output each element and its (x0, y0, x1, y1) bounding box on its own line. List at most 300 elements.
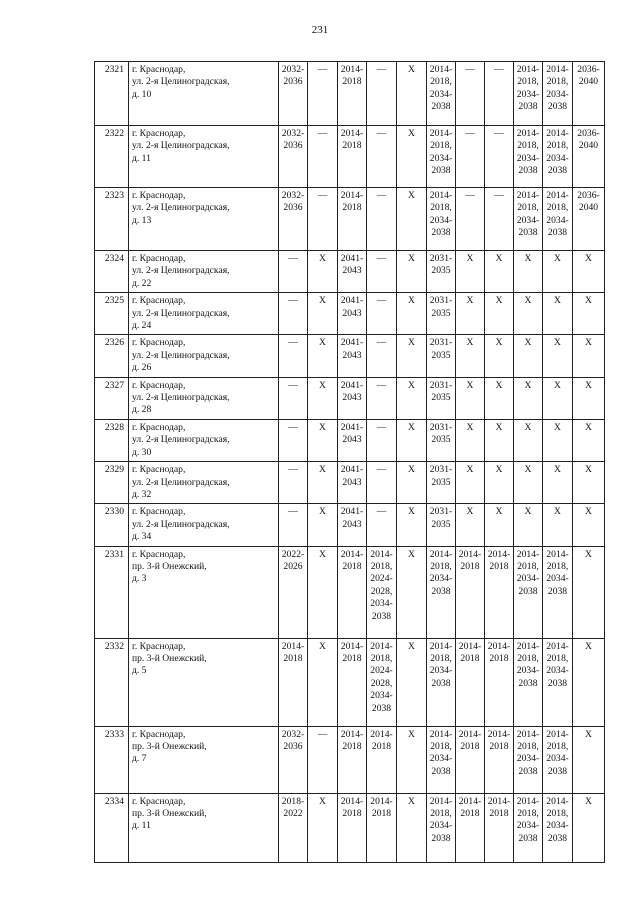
period-cell (427, 251, 456, 293)
period-cell (573, 504, 605, 546)
address-line: ул. 2-я Целиноградская, (132, 392, 230, 404)
cell-line: X (554, 379, 561, 391)
period-cell (543, 335, 573, 377)
cell-line: 2035 (431, 518, 451, 530)
address-line: г. Краснодар, (132, 464, 186, 476)
cell-line: X (554, 295, 561, 307)
cell-line: 2014- (516, 128, 540, 139)
period-cell (543, 793, 573, 862)
period-cell (367, 726, 397, 793)
cell-line: X (319, 337, 326, 349)
period-cell (573, 462, 605, 504)
cell-line: 2031- (429, 464, 453, 476)
cell-line: 2018, (546, 560, 569, 572)
address-cell (129, 188, 279, 251)
cell-line: 2040 (578, 202, 599, 214)
cell-line: X (495, 379, 503, 391)
cell-line: 2038 (547, 585, 568, 597)
cell-line: 2031- (429, 421, 453, 433)
cell-line: 2018 (460, 740, 480, 752)
cell-line: 2014- (516, 64, 540, 75)
period-cell (279, 251, 308, 293)
address-line: д. 11 (132, 152, 151, 164)
period-cell (427, 293, 456, 335)
cell-line: 2034- (546, 152, 569, 164)
period-cell (456, 419, 485, 461)
address-cell (129, 419, 279, 461)
cell-line: 2034- (429, 88, 453, 100)
cell-line: 2014- (487, 548, 511, 560)
period-cell (543, 638, 573, 726)
period-cell (279, 62, 308, 126)
cell-line: 2038 (518, 832, 538, 844)
cell-line: X (585, 795, 592, 807)
row-number: 2328 (95, 419, 129, 461)
period-cell (573, 793, 605, 862)
period-cell (485, 419, 514, 461)
cell-line: 2043 (342, 476, 362, 488)
cell-line: 2031- (429, 253, 453, 264)
period-cell (456, 546, 485, 638)
cell-line: 2018, (517, 560, 539, 572)
cell-line: 2036 (283, 76, 303, 88)
register-body (95, 62, 605, 863)
cell-line: 2038 (431, 832, 451, 844)
cell-line: 2038 (547, 677, 568, 689)
cell-line: 2038 (547, 101, 568, 113)
cell-line: 2043 (342, 434, 362, 446)
period-cell (573, 546, 605, 638)
period-cell (308, 638, 338, 726)
period-cell (427, 62, 456, 126)
cell-line: 2031- (429, 337, 453, 349)
cell-line: 2018, (430, 560, 452, 572)
period-cell (485, 251, 514, 293)
cell-line: 2034- (429, 152, 453, 164)
cell-line: 2018, (517, 202, 539, 214)
cell-line: 2014- (340, 728, 364, 740)
table-row (95, 377, 605, 419)
cell-line: 2014- (429, 795, 453, 807)
period-cell (573, 377, 605, 419)
period-cell (397, 188, 427, 251)
cell-line: 2034- (516, 753, 540, 765)
cell-line: X (524, 421, 532, 433)
period-cell (456, 335, 485, 377)
cell-line: X (495, 295, 503, 307)
cell-line: — (376, 337, 387, 349)
cell-line: — (376, 253, 387, 264)
period-cell (338, 504, 367, 546)
address-line: ул. 2-я Целиноградская, (132, 434, 230, 446)
cell-line: — (376, 379, 387, 391)
cell-line: 2014- (429, 128, 453, 139)
cell-line: X (524, 379, 532, 391)
cell-line: — (288, 379, 298, 391)
address-line: г. Краснодар, (132, 379, 186, 391)
cell-line: 2034- (429, 665, 453, 677)
cell-line: 2014- (487, 795, 511, 807)
cell-line: X (466, 379, 474, 391)
period-cell (573, 126, 605, 188)
cell-line: X (585, 548, 592, 560)
cell-line: X (319, 640, 326, 652)
cell-line: 2035 (431, 349, 451, 361)
period-cell (456, 188, 485, 251)
cell-line: 2018 (489, 652, 509, 664)
period-cell (367, 546, 397, 638)
table-row (95, 251, 605, 293)
cell-line: X (319, 421, 326, 433)
cell-line: — (376, 64, 387, 75)
period-cell (338, 126, 367, 188)
cell-line: X (319, 379, 326, 391)
cell-line: X (466, 421, 474, 433)
period-cell (427, 462, 456, 504)
cell-line: 2035 (431, 476, 451, 488)
cell-line: 2038 (518, 227, 538, 239)
cell-line: 2018 (283, 652, 303, 664)
address-line: д. 26 (132, 362, 152, 374)
cell-line: 2014- (429, 190, 453, 201)
address-cell (129, 126, 279, 188)
period-cell (456, 126, 485, 188)
address-line: ул. 2-я Целиноградская, (132, 476, 230, 488)
cell-line: 2038 (431, 585, 451, 597)
period-cell (367, 251, 397, 293)
cell-line: 2038 (431, 101, 451, 113)
cell-line: 2018, (370, 652, 393, 664)
cell-line: — (288, 421, 298, 433)
period-cell (279, 546, 308, 638)
period-cell (485, 638, 514, 726)
cell-line: 2014- (340, 548, 364, 560)
period-cell (308, 251, 338, 293)
cell-line: 2038 (371, 610, 392, 622)
table-row (95, 793, 605, 862)
cell-line: 2034- (516, 665, 540, 677)
cell-line: 2018 (489, 560, 509, 572)
row-number: 2334 (95, 793, 129, 862)
period-cell (367, 62, 397, 126)
cell-line: 2034- (429, 820, 453, 832)
address-line: пр. 3-й Онежский, (132, 740, 207, 752)
cell-line: X (524, 464, 532, 476)
cell-line: 2035 (431, 307, 451, 319)
cell-line: 2038 (547, 832, 568, 844)
cell-line: 2018, (517, 652, 539, 664)
address-line: г. Краснодар, (132, 728, 186, 740)
address-line: г. Краснодар, (132, 640, 186, 652)
cell-line: 2014- (458, 795, 482, 807)
address-line: г. Краснодар, (132, 421, 186, 433)
period-cell (514, 377, 543, 419)
period-cell (514, 251, 543, 293)
period-cell (456, 251, 485, 293)
period-cell (514, 419, 543, 461)
cell-line: 2038 (518, 677, 538, 689)
period-cell (397, 126, 427, 188)
period-cell (338, 638, 367, 726)
cell-line: 2014- (487, 640, 511, 652)
cell-line: — (288, 295, 298, 307)
cell-line: 2018 (342, 76, 362, 88)
period-cell (543, 377, 573, 419)
period-cell (338, 462, 367, 504)
cell-line: 2018 (460, 807, 480, 819)
period-cell (514, 793, 543, 862)
cell-line: X (495, 421, 503, 433)
period-cell (543, 546, 573, 638)
cell-line: 2034- (546, 665, 569, 677)
cell-line: — (288, 337, 298, 349)
address-line: г. Краснодар, (132, 795, 186, 807)
period-cell (367, 188, 397, 251)
period-cell (397, 335, 427, 377)
cell-line: 2032- (281, 128, 305, 139)
period-cell (397, 462, 427, 504)
period-cell (485, 504, 514, 546)
cell-line: 2014- (370, 640, 393, 652)
cell-line: X (408, 190, 415, 201)
cell-line: X (408, 295, 415, 307)
address-cell (129, 251, 279, 293)
cell-line: 2034- (429, 573, 453, 585)
cell-line: X (495, 253, 503, 264)
period-cell (485, 126, 514, 188)
cell-line: — (494, 128, 504, 139)
row-number: 2333 (95, 726, 129, 793)
cell-line: 2034- (546, 820, 569, 832)
address-line: ул. 2-я Целиноградская, (132, 76, 230, 88)
period-cell (279, 462, 308, 504)
cell-line: X (408, 506, 415, 518)
period-cell (308, 419, 338, 461)
cell-line: 2014- (516, 548, 540, 560)
cell-line: — (317, 190, 328, 201)
period-cell (308, 62, 338, 126)
period-cell (427, 726, 456, 793)
cell-line: X (319, 464, 326, 476)
cell-line: X (585, 253, 592, 264)
address-cell (129, 335, 279, 377)
cell-line: 2022 (283, 807, 303, 819)
cell-line: 2038 (518, 765, 538, 777)
cell-line: X (524, 253, 532, 264)
period-cell (338, 251, 367, 293)
cell-line: — (317, 128, 328, 139)
period-cell (514, 726, 543, 793)
cell-line: 2014- (340, 795, 364, 807)
period-cell (308, 793, 338, 862)
row-number: 2325 (95, 293, 129, 335)
cell-line: 2018, (546, 740, 569, 752)
period-cell (397, 377, 427, 419)
period-cell (397, 726, 427, 793)
period-cell (543, 126, 573, 188)
cell-line: 2018, (546, 76, 569, 88)
cell-line: 2018, (430, 140, 452, 152)
cell-line: X (585, 640, 592, 652)
address-line: д. 13 (132, 214, 152, 226)
period-cell (367, 377, 397, 419)
period-cell (427, 419, 456, 461)
period-cell (397, 251, 427, 293)
cell-line: X (495, 506, 503, 518)
period-cell (367, 419, 397, 461)
period-cell (573, 638, 605, 726)
cell-line: 2038 (431, 165, 451, 177)
cell-line: 2018 (460, 652, 480, 664)
cell-line: 2018, (517, 76, 539, 88)
cell-line: 2014- (429, 64, 453, 75)
cell-line: X (408, 337, 415, 349)
table-row (95, 293, 605, 335)
cell-line: 2014- (546, 795, 569, 807)
cell-line: 2040 (578, 140, 599, 152)
period-cell (427, 377, 456, 419)
period-cell (427, 335, 456, 377)
cell-line: 2014- (429, 548, 453, 560)
cell-line: X (585, 728, 592, 740)
cell-line: 2043 (342, 307, 362, 319)
cell-line: 2041- (340, 337, 364, 349)
period-cell (456, 293, 485, 335)
address-line: д. 30 (132, 446, 152, 458)
cell-line: 2018 (371, 740, 392, 752)
cell-line: 2014- (546, 128, 569, 139)
period-cell (573, 293, 605, 335)
cell-line: 2041- (340, 253, 364, 264)
address-line: г. Краснодар, (132, 128, 186, 139)
period-cell (279, 504, 308, 546)
cell-line: 2022- (281, 548, 305, 560)
period-cell (397, 793, 427, 862)
cell-line: 2032- (281, 190, 305, 201)
cell-line: 2041- (340, 421, 364, 433)
cell-line: 2018, (517, 740, 539, 752)
period-cell (543, 419, 573, 461)
cell-line: 2028, (370, 677, 393, 689)
cell-line: X (408, 379, 415, 391)
cell-line: X (466, 464, 474, 476)
address-line: д. 10 (132, 88, 152, 100)
cell-line: 2038 (431, 677, 451, 689)
address-line: пр. 3-й Онежский, (132, 560, 207, 572)
cell-line: X (524, 337, 532, 349)
period-cell (427, 793, 456, 862)
address-cell (129, 638, 279, 726)
period-cell (338, 335, 367, 377)
cell-line: 2028, (370, 585, 393, 597)
period-cell (514, 293, 543, 335)
cell-line: 2014- (429, 728, 453, 740)
period-cell (573, 335, 605, 377)
row-number: 2331 (95, 546, 129, 638)
cell-line: X (466, 337, 474, 349)
cell-line: X (585, 421, 592, 433)
period-cell (367, 126, 397, 188)
cell-line: X (319, 795, 326, 807)
cell-line: 2034- (546, 753, 569, 765)
cell-line: 2036 (283, 140, 303, 152)
cell-line: 2018 (342, 560, 362, 572)
cell-line: 2014- (546, 190, 569, 201)
row-number: 2330 (95, 504, 129, 546)
table-row (95, 546, 605, 638)
cell-line: 2034- (370, 598, 393, 610)
period-cell (367, 293, 397, 335)
cell-line: X (466, 295, 474, 307)
cell-line: X (408, 421, 415, 433)
cell-line: 2018 (342, 740, 362, 752)
period-cell (279, 793, 308, 862)
cell-line: 2032- (281, 64, 305, 75)
address-line: д. 3 (132, 573, 147, 585)
table-row (95, 62, 605, 126)
period-cell (338, 293, 367, 335)
cell-line: 2014- (546, 728, 569, 740)
period-cell (485, 62, 514, 126)
address-cell (129, 462, 279, 504)
period-cell (485, 793, 514, 862)
address-line: ул. 2-я Целиноградская, (132, 140, 230, 152)
period-cell (397, 62, 427, 126)
cell-line: — (465, 190, 475, 201)
cell-line: 2018, (430, 76, 452, 88)
cell-line: X (408, 128, 415, 139)
cell-line: 2014- (370, 548, 393, 560)
cell-line: 2014- (546, 548, 569, 560)
row-number: 2329 (95, 462, 129, 504)
cell-line: 2014- (516, 190, 540, 201)
cell-line: 2038 (371, 702, 392, 714)
cell-line: 2014- (516, 795, 540, 807)
cell-line: X (408, 253, 415, 264)
period-cell (427, 126, 456, 188)
cell-line: 2026 (283, 560, 303, 572)
cell-line: 2018, (370, 560, 393, 572)
period-cell (514, 188, 543, 251)
period-cell (485, 377, 514, 419)
cell-line: 2036 (283, 740, 303, 752)
cell-line: X (585, 337, 592, 349)
cell-line: — (376, 421, 387, 433)
cell-line: 2014- (458, 548, 482, 560)
table-row (95, 638, 605, 726)
table-row (95, 126, 605, 188)
cell-line: 2014- (458, 728, 482, 740)
cell-line: 2014- (516, 728, 540, 740)
period-cell (367, 638, 397, 726)
table-row (95, 462, 605, 504)
period-cell (543, 293, 573, 335)
address-line: ул. 2-я Целиноградская, (132, 265, 230, 277)
cell-line: — (288, 253, 298, 264)
address-line: ул. 2-я Целиноградская, (132, 307, 230, 319)
cell-line: X (554, 337, 561, 349)
period-cell (485, 726, 514, 793)
period-cell (485, 462, 514, 504)
period-cell (338, 793, 367, 862)
cell-line: 2036- (577, 128, 600, 139)
page-number: 231 (311, 24, 329, 36)
period-cell (338, 726, 367, 793)
address-line: д. 28 (132, 404, 152, 416)
table-row (95, 419, 605, 461)
cell-line: 2014- (281, 640, 305, 652)
cell-line: X (524, 506, 532, 518)
